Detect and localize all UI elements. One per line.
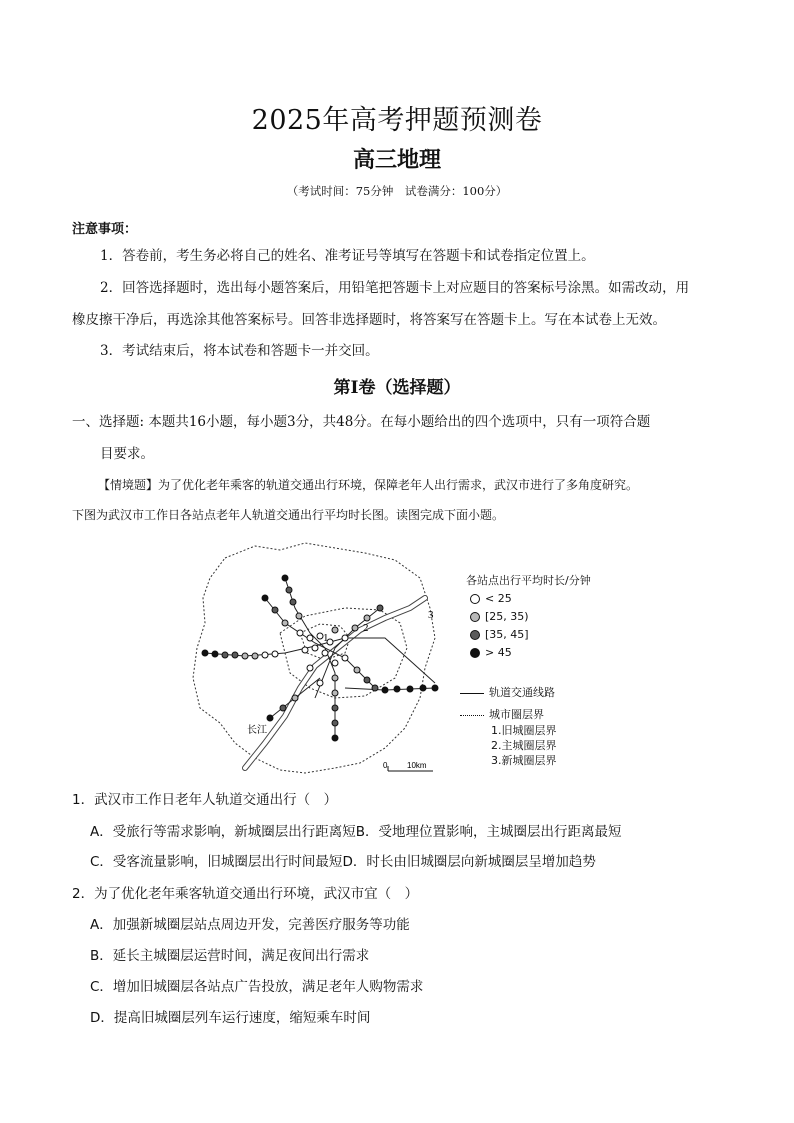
notice-item-3: 3．考试结束后，将本试卷和答题卡一并交回。 xyxy=(100,343,379,359)
question-1-options-cd xyxy=(90,850,596,870)
q2-option-a: A．加强新城圈层站点周边开发，完善医疗服务等功能 xyxy=(90,917,410,933)
question-1-stem: 1．武汉市工作日老年人轨道交通出行（ ） xyxy=(72,792,338,808)
legend-label: [35, 45] xyxy=(485,628,529,641)
section-title: 第Ⅰ卷（选择题） xyxy=(333,378,461,398)
q1-option-d: D．时长由旧城圈层向新城圈层呈增加趋势 xyxy=(342,854,596,870)
new-city-boundary xyxy=(193,543,435,773)
legend-dot-icon xyxy=(470,594,480,604)
legend-item-35-45 xyxy=(470,628,529,641)
legend-item-25-35 xyxy=(470,610,529,623)
q2-option-c: C．增加旧城圈层各站点广告投放，满足老年人购物需求 xyxy=(90,979,424,995)
context-line-1: 【情境题】为了优化老年乘客的轨道交通出行环境，保障老年人出行需求，武汉市进行了多角度研究。 xyxy=(98,478,639,492)
notice-item-1: 1．答卷前，考生务必将自己的姓名、准考证号等填写在答题卡和试卷指定位置上。 xyxy=(100,248,595,264)
section-intro-cont: 目要求。 xyxy=(100,446,154,462)
question-1-options-ab xyxy=(90,820,622,840)
q2-option-b: B．延长主城圈层运营时间，满足夜间出行需求 xyxy=(90,948,370,964)
legend-line-label: 轨道交通线路 xyxy=(489,686,555,699)
question-2-stem: 2．为了优化老年乘客轨道交通出行环境，武汉市宜（ ） xyxy=(72,886,419,902)
boundary-item-3: 3.新城圈层界 xyxy=(491,754,557,767)
legend-dot-icon xyxy=(470,630,480,640)
exam-info: （考试时间：75分钟 试卷满分：100分） xyxy=(286,184,508,198)
legend-label: < 25 xyxy=(485,592,512,605)
q1-option-a: A．受旅行等需求影响，新城圈层出行距离短 xyxy=(90,824,356,840)
scale-zero: 0 xyxy=(383,761,388,770)
notice-heading: 注意事项： xyxy=(72,222,138,237)
subject-title: 高三地理 xyxy=(352,147,441,173)
line-swatch-icon xyxy=(460,693,484,694)
legend-item-lt25 xyxy=(470,592,512,605)
marker-1: 1 xyxy=(323,632,329,644)
boundary-item-2: 2.主城圈层界 xyxy=(491,739,557,752)
legend-boundary-label: 城市圈层界 xyxy=(489,708,544,721)
legend-label: [25, 35) xyxy=(485,610,529,623)
q1-option-b: B．受地理位置影响，主城圈层出行距离最短 xyxy=(355,824,622,840)
q1-option-c: C．受客流量影响，旧城圈层出行时间最短 xyxy=(90,854,343,870)
legend-dot-icon xyxy=(470,648,480,658)
legend-boundary xyxy=(460,706,544,722)
section-intro: 一、选择题: 本题共16小题，每小题3分，共48分。在每小题给出的四个选项中，只有一项符合题 xyxy=(72,414,651,430)
legend-dot-icon xyxy=(470,612,480,622)
scale-label: 10km xyxy=(407,761,427,770)
legend-label: > 45 xyxy=(485,646,512,659)
legend-line xyxy=(460,684,555,700)
river-label: 长江 xyxy=(247,725,267,736)
marker-3: 3 xyxy=(428,609,434,621)
legend-item-gt45 xyxy=(470,646,512,659)
legend-title: 各站点出行平均时长/分钟 xyxy=(466,574,591,587)
context-line-2: 下图为武汉市工作日各站点老年人轨道交通出行平均时长图。读图完成下面小题。 xyxy=(72,508,505,522)
exam-title: 2025年高考押题预测卷 xyxy=(251,105,543,136)
marker-2: 2 xyxy=(363,622,369,634)
dotted-swatch-icon xyxy=(460,715,484,716)
notice-item-2-cont: 橡皮擦干净后，再选涂其他答案标号。回答非选择题时，将答案写在答题卡上。写在本试卷上无效。 xyxy=(72,312,666,328)
notice-item-2: 2．回答选择题时，选出每小题答案后，用铅笔把答题卡上对应题目的答案标号涂黑。如需改动，用 xyxy=(100,280,690,296)
boundary-item-1: 1.旧城圈层界 xyxy=(491,724,557,737)
q2-option-d: D．提高旧城圈层列车运行速度，缩短乘车时间 xyxy=(90,1010,371,1026)
